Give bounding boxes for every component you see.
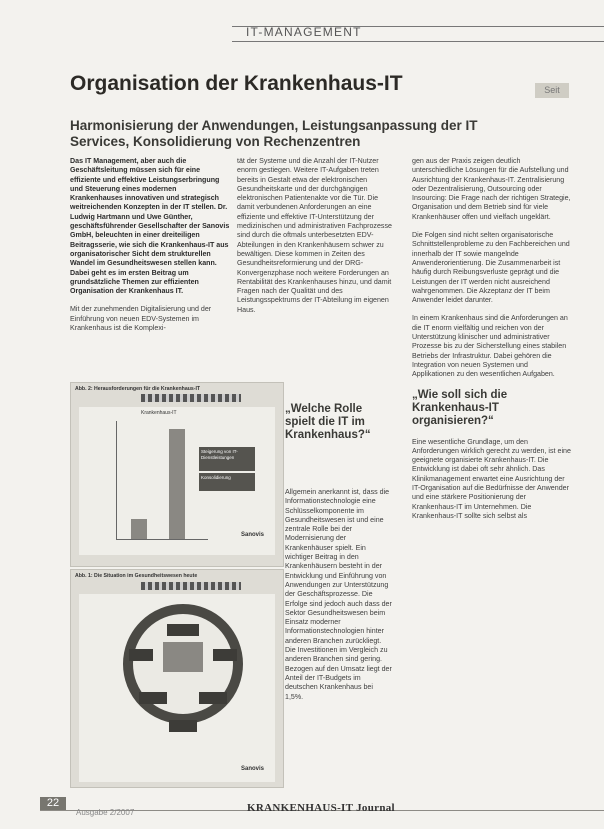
node-top (167, 624, 199, 636)
figure-situation (70, 569, 284, 788)
lead-paragraph: Das IT Management, aber auch die Geschäftsleitung müssen sich für eine effiziente und effektive Leistungserbringung und Steuerung eines modernen Krankenhauses innovativen und strategisch weitreichenden Konzepten in der IT stellen. Dr. Ludwig Hartmann und Uwe Günther, geschäftsführender Gesellschafter der Sanovis GmbH, beleuchten in einer dreiteiligen Beitragsserie, wie sich die Krankenhaus-IT aus organisatorischer Sicht dem strukturellen Wandel im Gesundheitswesen stellen kann. Dabei geht es im ersten Beitrag um grundsätzliche Themen zur effizienten Organisation der Krankenhaus IT. (70, 157, 230, 296)
node-left (129, 649, 153, 661)
body-paragraph: Mit der zunehmenden Digitalisierung und der Einführung von neuen EDV-Systemen im Krankenhaus ist die Komplexi- (70, 305, 212, 333)
body-paragraph: Eine wesentliche Grundlage, um den Anforderungen wirklich gerecht zu werden, ist eine geeignete organisierte Krankenhaus-IT. Die Entwicklung ist dabei oft sehr ähnlich. Das Klinikmanagement erwartet eine Ausrichtung der IT-Organisation auf die Bedürfnisse der Anwender und eine stärkere Positionierung der Krankenhaus-IT im Unternehmen. Die Krankenhaus-IT sollte sich selbst als (412, 437, 571, 520)
callout-box-1: Steigerung von IT-Dienstleistungen (199, 447, 255, 471)
bar-2 (169, 429, 185, 539)
figure-title: Abb. 1: Die Situation im Gesundheitswesen heute (75, 573, 198, 579)
text-column-2-top (237, 157, 397, 382)
body-paragraph: Allgemein anerkannt ist, dass die Informationstechnologie eine Schlüsselkomponente im Gesundheitswesen ist und eine zentrale Rolle bei der Modernisierung der Krankenhäuser spielt. Ein wichtiger Beitrag in den Krankenhäusern besteht in der Entwicklung und Einführung von Anwendungen zur Unterstützung der Geschäftsprozesse. Die Erfolge sind jedoch auch dass der Sektor Gesundheitswesen beim Einsatz moderner Informationstechnologien hinter anderen Branchen zurückliegt. Die Investitionen im Vergleich zu anderen Branchen sind gering. Bezogen auf den Umsatz liegt der Anteil der IT-Budgets im deutschen Krankenhaus bei 1,5%. (285, 488, 392, 701)
bar-1 (131, 519, 147, 539)
diagram-area (79, 594, 275, 782)
chart-label: Krankenhaus-IT (141, 410, 177, 416)
section-heading: „Wie soll sich die Krankenhaus-IT organisieren?“ (412, 388, 508, 427)
sanovis-logo: Sanovis (241, 766, 265, 772)
callout-box-2: Konsolidierung (199, 473, 255, 491)
magazine-logo: KRANKENHAUS-IT Journal (247, 802, 395, 814)
issue-label: Ausgabe 2/2007 (76, 808, 135, 817)
icon-strip (141, 394, 241, 402)
section-badge: Seit (535, 83, 569, 98)
chart-y-axis (116, 421, 117, 539)
text-column-2-bottom (285, 488, 393, 788)
node-bottom-right (199, 692, 227, 704)
hospital-icon (163, 642, 203, 672)
body-paragraph: gen aus der Praxis zeigen deutlich unterschiedliche Lösungen für die Aufstellung und Ausrichtung der Krankenhaus-IT. Zentralisierung oder Dezentralisierung, Outsourcing oder Insourcing: Die Frage nach der richtigen Strategie, Organisation und dem Betrieb sind für viele Krankenhäuser offen und vielfach ungeklärt. (412, 157, 571, 221)
node-right (213, 649, 237, 661)
body-paragraph: tät der Systeme und die Anzahl der IT-Nutzer enorm gestiegen. Weitere IT-Aufgaben treten bereits in Gestalt etwa der elektronischen Gesundheitskarte und der durchgängigen elektronischen Patientenakte vor die Tür. Die damit verbundenen Anforderungen an eine effiziente und effektive IT-Unterstützung der medizinischen und administrativen Fachprozesse sind durch die oftmals unterbesetzten EDV-Abteilungen in den Krankenhäusern schwer zu bewältigen. Diese kommen in Zeiten des Gesundheitsreformierung und der DRG-Konvergenzphase noch weitere Forderungen an Rentabilität des Krankenhauses hinzu, und damit Fragen nach der Qualität und des Leistungsspektrums der IT-Abteilung im eigenen Haus. (237, 157, 392, 314)
text-column-1 (70, 157, 230, 342)
article-title: Organisation der Krankenhaus-IT (70, 72, 403, 95)
node-bottom (169, 720, 197, 732)
text-column-3 (412, 157, 572, 530)
section-label: IT-MANAGEMENT (246, 25, 362, 39)
body-paragraph: Die Folgen sind nicht selten organisatorische Schnittstellenprobleme zu den Fachbereichen und innerhalb der IT sowie mangelnde Anwenderorientierung. Die Zusammenarbeit ist häufig durch Reibungsverluste geprägt und die Leistungen der IT werden nicht ausreichend wahrgenommen. Die Akzeptanz der IT beim Anwender leidet darunter. (412, 231, 570, 305)
sidebar-heading: „Welche Rolle spielt die IT im Krankenhaus?“ (285, 403, 371, 441)
chart-x-axis (116, 539, 208, 540)
page-number: 22 (40, 797, 66, 810)
figure-title: Abb. 2: Herausforderungen für die Krankenhaus-IT (75, 386, 201, 392)
chart-area (79, 407, 275, 555)
article-subtitle: Harmonisierung der Anwendungen, Leistungsanpassung der IT Services, Konsolidierung von Rechenzentren (70, 118, 478, 149)
node-bottom-left (139, 692, 167, 704)
figure-challenges (70, 382, 284, 567)
icon-strip (141, 582, 241, 590)
body-paragraph: In einem Krankenhaus sind die Anforderungen an die IT enorm vielfältig und reichen von der Unterstützung klinischer und administrativer Prozesse bis zu der Sicherstellung eines stabilen Betriebs der Infrastruktur. Dabei gehören die Integration von neuen Systemen und Applikationen zu den wesentlichen Aufgaben. (412, 314, 568, 379)
sanovis-logo: Sanovis (241, 532, 265, 538)
